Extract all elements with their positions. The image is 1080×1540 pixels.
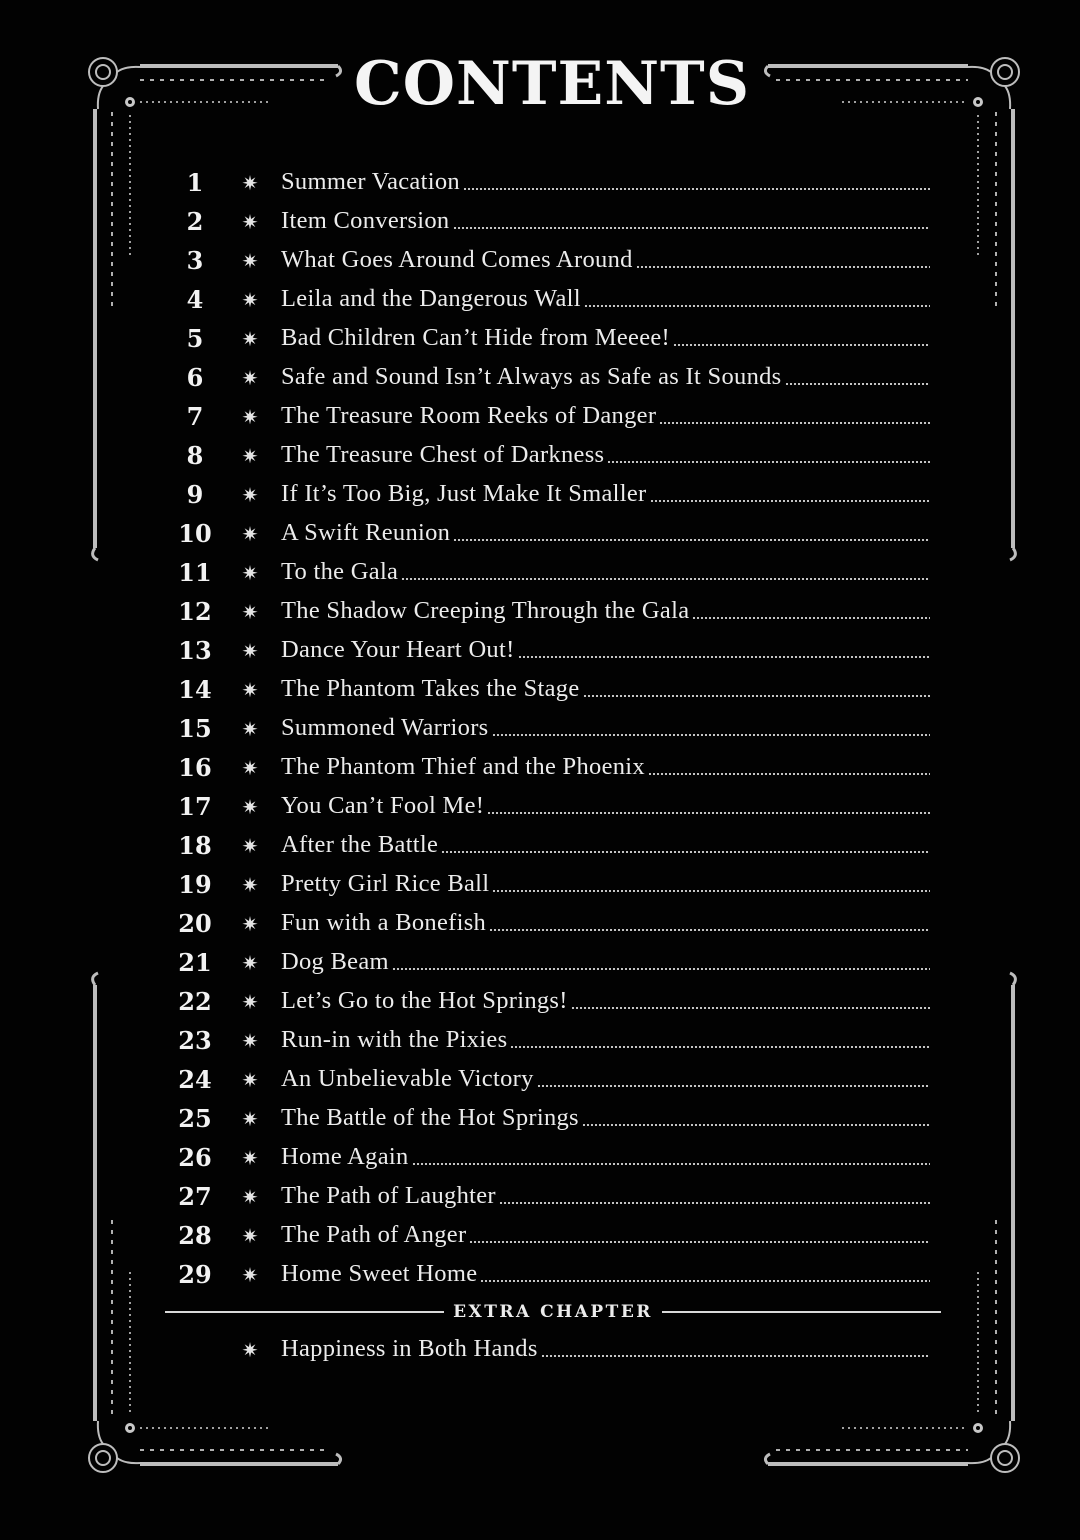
star-bullet-icon: ✷ — [241, 171, 259, 195]
chapter-number: 27 — [178, 1182, 212, 1211]
toc-entry[interactable] — [0, 944, 1080, 983]
dot-leader — [469, 1241, 930, 1243]
chapter-line — [281, 1022, 930, 1058]
toc-entry[interactable] — [0, 281, 1080, 320]
toc-entry[interactable] — [0, 1139, 1080, 1178]
chapter-number: 15 — [178, 714, 212, 743]
dot-leader — [463, 188, 930, 190]
star-bullet-icon: ✷ — [241, 366, 259, 390]
dot-leader — [392, 968, 930, 970]
chapter-line — [281, 203, 930, 239]
chapter-number: 7 — [186, 402, 204, 431]
dot-leader — [541, 1355, 930, 1357]
chapter-number: 5 — [186, 324, 204, 353]
chapter-number: 11 — [178, 558, 212, 587]
chapter-number: 13 — [178, 636, 212, 665]
chapter-line — [281, 1256, 930, 1292]
chapter-line — [281, 515, 930, 551]
extra-chapter-list — [0, 1331, 1080, 1370]
dot-leader — [412, 1163, 930, 1165]
dot-leader — [650, 500, 930, 502]
chapter-number: 3 — [186, 246, 204, 275]
star-bullet-icon: ✷ — [241, 327, 259, 351]
toc-entry[interactable] — [0, 671, 1080, 710]
chapter-title[interactable]: Home Again — [281, 1143, 409, 1170]
star-bullet-icon: ✷ — [241, 210, 259, 234]
chapter-number: 6 — [186, 363, 204, 392]
chapter-number: 25 — [178, 1104, 212, 1133]
star-bullet-icon: ✷ — [241, 678, 259, 702]
star-bullet-icon: ✷ — [241, 405, 259, 429]
chapter-title[interactable]: A Swift Reunion — [281, 519, 451, 546]
toc-entry[interactable] — [0, 320, 1080, 359]
chapter-number: 22 — [178, 987, 212, 1016]
star-bullet-icon: ✷ — [241, 444, 259, 468]
chapter-number: 20 — [178, 909, 212, 938]
toc-entry[interactable] — [0, 749, 1080, 788]
star-bullet-icon: ✷ — [241, 522, 259, 546]
chapter-list — [0, 164, 1080, 1295]
star-bullet-icon: ✷ — [241, 1107, 259, 1131]
toc-entry[interactable] — [0, 710, 1080, 749]
chapter-title[interactable]: Safe and Sound Isn’t Always as Safe as It Sounds — [281, 363, 782, 390]
dot-leader — [453, 539, 930, 541]
dot-leader — [492, 734, 931, 736]
chapter-title[interactable]: What Goes Around Comes Around — [281, 246, 633, 273]
chapter-number: 1 — [186, 168, 204, 197]
dot-leader — [636, 266, 930, 268]
dot-leader — [492, 890, 930, 892]
toc-entry[interactable] — [0, 398, 1080, 437]
dot-leader — [453, 227, 931, 229]
chapter-number: 18 — [178, 831, 212, 860]
chapter-title[interactable]: Let’s Go to the Hot Springs! — [281, 987, 568, 1014]
chapter-line — [281, 1217, 930, 1253]
chapter-line — [281, 320, 930, 356]
chapter-line — [281, 749, 930, 785]
chapter-line — [281, 1139, 930, 1175]
dot-leader — [510, 1046, 930, 1048]
chapter-line — [281, 671, 930, 707]
chapter-number: 10 — [178, 519, 212, 548]
chapter-number: 21 — [178, 948, 212, 977]
chapter-number: 8 — [186, 441, 204, 470]
chapter-title[interactable]: Fun with a Bonefish — [281, 909, 487, 936]
chapter-line — [281, 1178, 930, 1214]
dot-leader — [401, 578, 930, 580]
chapter-line — [281, 632, 930, 668]
chapter-number: 24 — [178, 1065, 212, 1094]
star-bullet-icon: ✷ — [241, 561, 259, 585]
toc-entry[interactable] — [0, 983, 1080, 1022]
chapter-title[interactable]: Leila and the Dangerous Wall — [281, 285, 581, 312]
chapter-line — [281, 164, 930, 200]
chapter-title[interactable]: Dog Beam — [281, 948, 389, 975]
dot-leader — [692, 617, 930, 619]
chapter-title[interactable]: Happiness in Both Hands — [281, 1335, 538, 1362]
star-bullet-icon: ✷ — [241, 600, 259, 624]
chapter-number: 17 — [178, 792, 212, 821]
chapter-title[interactable]: The Phantom Thief and the Phoenix — [281, 753, 645, 780]
toc-entry[interactable] — [0, 593, 1080, 632]
dot-leader — [518, 656, 930, 658]
chapter-line — [281, 944, 930, 980]
extra-chapter-divider — [165, 1300, 941, 1324]
dot-leader — [480, 1280, 930, 1282]
star-bullet-icon: ✷ — [241, 483, 259, 507]
toc-entry[interactable] — [0, 1331, 1080, 1370]
star-bullet-icon: ✷ — [241, 873, 259, 897]
toc-entry[interactable] — [0, 164, 1080, 203]
chapter-line — [281, 1331, 930, 1367]
chapter-number: 16 — [178, 753, 212, 782]
chapter-title[interactable]: To the Gala — [281, 558, 399, 585]
toc-entry[interactable] — [0, 1100, 1080, 1139]
chapter-line — [281, 788, 930, 824]
chapter-line — [281, 554, 930, 590]
star-bullet-icon: ✷ — [241, 717, 259, 741]
star-bullet-icon: ✷ — [241, 639, 259, 663]
dot-leader — [582, 1124, 930, 1126]
chapter-title[interactable]: Run-in with the Pixies — [281, 1026, 508, 1053]
chapter-title[interactable]: The Shadow Creeping Through the Gala — [281, 597, 690, 624]
chapter-line — [281, 983, 930, 1019]
toc-entry[interactable] — [0, 1217, 1080, 1256]
chapter-title[interactable]: Summer Vacation — [281, 168, 460, 195]
dot-leader — [487, 812, 930, 814]
toc-entry[interactable] — [0, 1022, 1080, 1061]
chapter-title[interactable]: The Treasure Chest of Darkness — [281, 441, 605, 468]
chapter-line — [281, 710, 930, 746]
star-bullet-icon: ✷ — [241, 1185, 259, 1209]
dot-leader — [583, 695, 930, 697]
chapter-title[interactable]: An Unbelievable Victory — [281, 1065, 534, 1092]
chapter-number: 23 — [178, 1026, 212, 1055]
toc-entry[interactable] — [0, 242, 1080, 281]
toc-entry[interactable] — [0, 827, 1080, 866]
chapter-line — [281, 359, 930, 395]
dot-leader — [607, 461, 930, 463]
dot-leader — [673, 344, 930, 346]
chapter-number: 12 — [178, 597, 212, 626]
chapter-number: 14 — [178, 675, 212, 704]
star-bullet-icon: ✷ — [241, 912, 259, 936]
toc-entry[interactable] — [0, 1061, 1080, 1100]
toc-entry[interactable] — [0, 359, 1080, 398]
chapter-line — [281, 827, 930, 863]
dot-leader — [489, 929, 930, 931]
chapter-line — [281, 905, 930, 941]
star-bullet-icon: ✷ — [241, 249, 259, 273]
chapter-title[interactable]: Pretty Girl Rice Ball — [281, 870, 490, 897]
chapter-number: 2 — [186, 207, 204, 236]
star-bullet-icon: ✷ — [241, 834, 259, 858]
star-bullet-icon: ✷ — [241, 1338, 259, 1362]
chapter-title[interactable]: If It’s Too Big, Just Make It Smaller — [281, 480, 647, 507]
page-title: CONTENTS — [353, 49, 751, 119]
chapter-title[interactable]: The Treasure Room Reeks of Danger — [281, 402, 657, 429]
toc-entry[interactable] — [0, 203, 1080, 242]
star-bullet-icon: ✷ — [241, 990, 259, 1014]
toc-entry[interactable] — [0, 476, 1080, 515]
chapter-line — [281, 281, 930, 317]
toc-entry[interactable] — [0, 905, 1080, 944]
divider-rule-left — [165, 1311, 444, 1313]
chapter-number: 9 — [186, 480, 204, 509]
chapter-number: 19 — [178, 870, 212, 899]
toc-entry[interactable] — [0, 788, 1080, 827]
chapter-title[interactable]: The Path of Laughter — [281, 1182, 496, 1209]
chapter-title[interactable]: The Phantom Takes the Stage — [281, 675, 580, 702]
star-bullet-icon: ✷ — [241, 951, 259, 975]
chapter-number: 26 — [178, 1143, 212, 1172]
chapter-line — [281, 242, 930, 278]
toc-entry[interactable] — [0, 866, 1080, 905]
star-bullet-icon: ✷ — [241, 288, 259, 312]
toc-entry[interactable] — [0, 632, 1080, 671]
chapter-line — [281, 866, 930, 902]
star-bullet-icon: ✷ — [241, 795, 259, 819]
dot-leader — [499, 1202, 930, 1204]
chapter-line — [281, 1100, 930, 1136]
chapter-title[interactable]: You Can’t Fool Me! — [281, 792, 485, 819]
dot-leader — [441, 851, 930, 853]
chapter-line — [281, 437, 930, 473]
chapter-title[interactable]: Item Conversion — [281, 207, 450, 234]
chapter-title[interactable]: The Battle of the Hot Springs — [281, 1104, 579, 1131]
extra-chapter-heading: EXTRA CHAPTER — [453, 1302, 653, 1322]
chapter-number: 4 — [186, 285, 204, 314]
divider-rule-right — [662, 1311, 941, 1313]
star-bullet-icon: ✷ — [241, 1068, 259, 1092]
chapter-title[interactable]: Dance Your Heart Out! — [281, 636, 515, 663]
chapter-title[interactable]: The Path of Anger — [281, 1221, 467, 1248]
dot-leader — [537, 1085, 930, 1087]
dot-leader — [584, 305, 930, 307]
dot-leader — [659, 422, 930, 424]
star-bullet-icon: ✷ — [241, 1224, 259, 1248]
toc-entry[interactable] — [0, 515, 1080, 554]
chapter-title[interactable]: Summoned Warriors — [281, 714, 489, 741]
chapter-title[interactable]: After the Battle — [281, 831, 439, 858]
star-bullet-icon: ✷ — [241, 756, 259, 780]
toc-entry[interactable] — [0, 437, 1080, 476]
toc-entry[interactable] — [0, 1256, 1080, 1295]
dot-leader — [785, 383, 931, 385]
star-bullet-icon: ✷ — [241, 1029, 259, 1053]
toc-entry[interactable] — [0, 554, 1080, 593]
chapter-line — [281, 593, 930, 629]
chapter-title[interactable]: Bad Children Can’t Hide from Meeee! — [281, 324, 671, 351]
chapter-line — [281, 1061, 930, 1097]
chapter-number: 29 — [178, 1260, 212, 1289]
dot-leader — [571, 1007, 930, 1009]
star-bullet-icon: ✷ — [241, 1263, 259, 1287]
dot-leader — [648, 773, 930, 775]
chapter-title[interactable]: Home Sweet Home — [281, 1260, 478, 1287]
toc-entry[interactable] — [0, 1178, 1080, 1217]
chapter-line — [281, 476, 930, 512]
chapter-number: 28 — [178, 1221, 212, 1250]
chapter-line — [281, 398, 930, 434]
star-bullet-icon: ✷ — [241, 1146, 259, 1170]
